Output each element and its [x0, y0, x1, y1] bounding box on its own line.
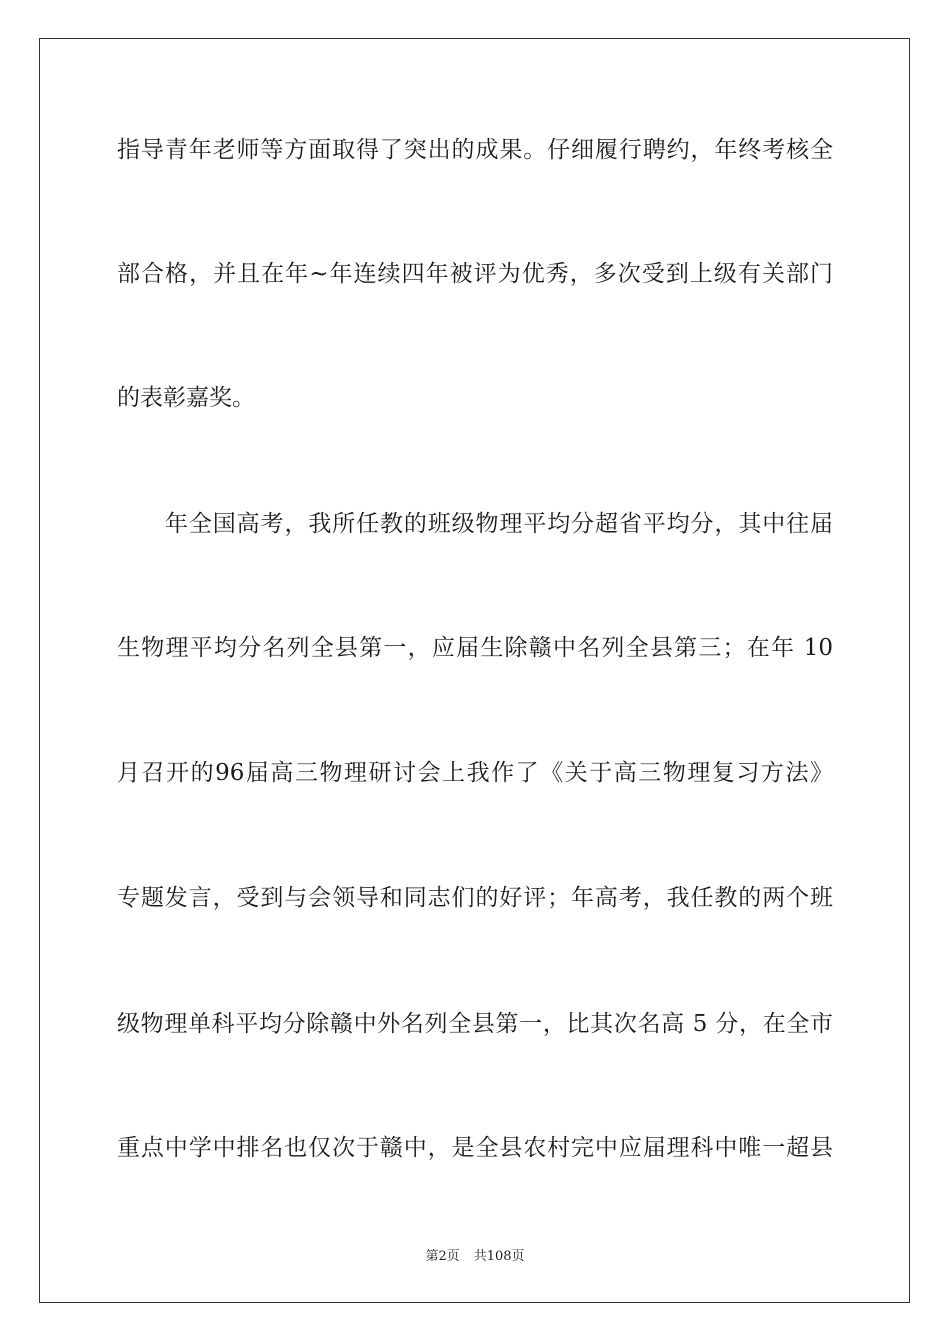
body-text-line: 专题发言，受到与会领导和同志们的好评；年高考，我任教的两个班	[117, 885, 833, 911]
page-number: 第2页	[425, 1249, 460, 1264]
page-footer	[0, 1248, 950, 1266]
body-text-line: 年全国高考，我所任教的班级物理平均分超省平均分，其中往届	[165, 511, 833, 537]
body-text-line: 的表彰嘉奖。	[117, 385, 255, 411]
body-text-line: 重点中学中排名也仅次于赣中，是全县农村完中应届理科中唯一超县	[117, 1135, 833, 1161]
body-text-line: 生物理平均分名列全县第一，应届生除赣中名列全县第三；在年 10	[117, 635, 833, 661]
body-text-line: 月召开的96届高三物理研讨会上我作了《关于高三物理复习方法》	[117, 760, 833, 786]
body-text-line: 指导青年老师等方面取得了突出的成果。仔细履行聘约，年终考核全	[117, 137, 833, 163]
page-total: 共108页	[473, 1249, 525, 1264]
page-border	[39, 38, 910, 1303]
body-text-line: 部合格，并且在年~年连续四年被评为优秀，多次受到上级有关部门	[117, 261, 833, 287]
body-text-line: 级物理单科平均分除赣中外名列全县第一，比其次名高 5 分，在全市	[117, 1011, 833, 1037]
